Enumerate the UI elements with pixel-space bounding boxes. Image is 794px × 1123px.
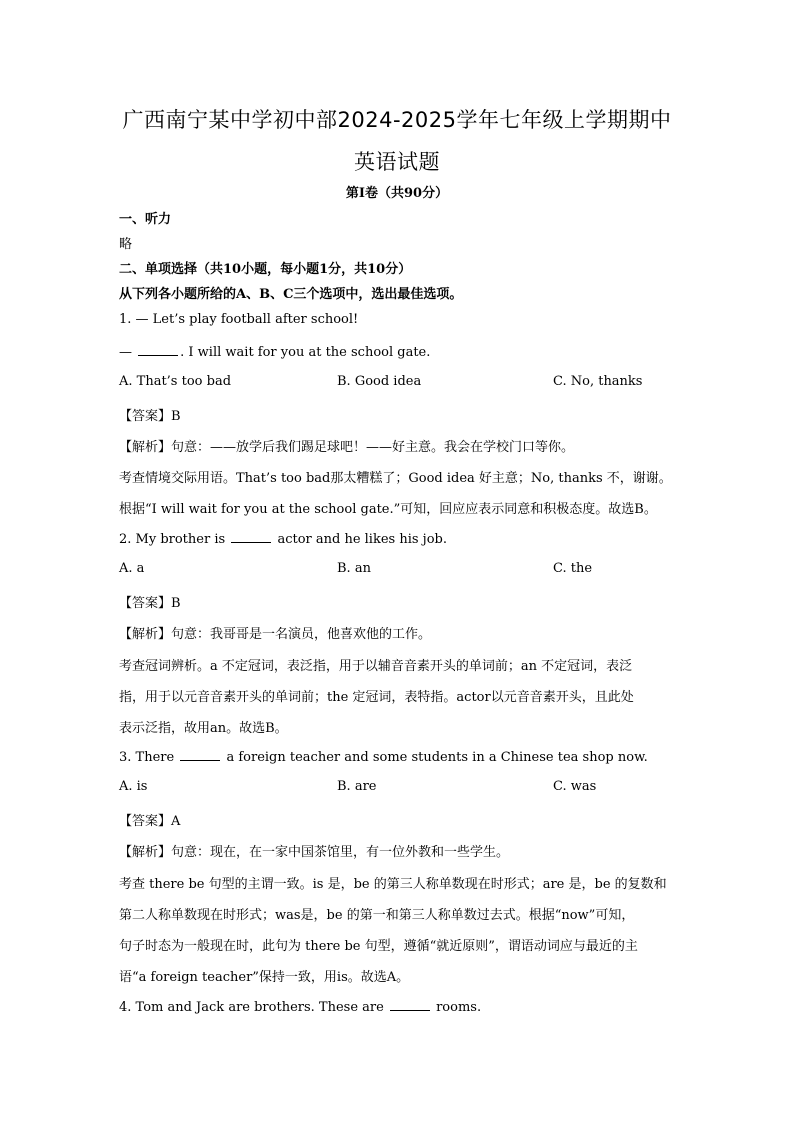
q1-stem-rest: . I will wait for you at the school gate. xyxy=(180,345,431,360)
q4-stem-rest: rooms. xyxy=(436,1000,482,1015)
q3-explanation-5: 语“a foreign teacher”保持一致，用is。故选A。 xyxy=(119,970,410,985)
q3-explanation-4: 句子时态为一般现在时，此句为 there be 句型，遵循“就近原则”，谓语动词应与最近的主 xyxy=(119,939,638,954)
section2-instruction: 从下列各小题所给的A、B、C三个选项中，选出最佳选项。 xyxy=(119,287,463,302)
q3-stem xyxy=(119,748,689,765)
q3-explanation-3: 第二人称单数现在时形式；was是，be 的第一和第三人称单数过去式。根据“now”可知， xyxy=(119,908,635,923)
q1-option-a: A. That’s too bad xyxy=(119,374,232,389)
q2-stem-rest: actor and he likes his job. xyxy=(277,532,447,547)
q2-explanation-2: 考查冠词辨析。a 不定冠词，表泛指，用于以辅音音素开头的单词前；an 不定冠词，表泛 xyxy=(119,659,633,674)
q1-blank xyxy=(138,343,178,356)
q2-blank xyxy=(231,530,271,543)
q1-answer: 【答案】B xyxy=(119,409,181,424)
doc-title-line1: 广西南宁某中学初中部2024-2025学年七年级上学期期中 xyxy=(122,108,672,132)
q1-dash: — xyxy=(119,345,132,360)
q1-explanation-2: 考查情境交际用语。That’s too bad那太糟糕了；Good idea 好主意；No, thanks 不，谢谢。 xyxy=(119,471,672,486)
q3-option-b: B. are xyxy=(337,779,377,794)
q2-explanation-1: 【解析】句意：我哥哥是一名演员，他喜欢他的工作。 xyxy=(119,627,432,642)
q2-stem-start: 2. My brother is xyxy=(119,532,226,547)
section1-heading: 一、听力 xyxy=(119,212,172,227)
q1-explanation-1: 【解析】句意：——放学后我们踢足球吧！——好主意。我会在学校门口等你。 xyxy=(119,440,575,455)
doc-title-line2: 英语试题 xyxy=(354,150,440,174)
q1-explanation-3: 根据“I will wait for you at the school gate.”可知，回应应表示同意和积极态度。故选B。 xyxy=(119,502,657,517)
q3-stem-rest: a foreign teacher and some students in a Chinese tea shop now. xyxy=(226,750,648,765)
section1-note: 略 xyxy=(119,237,133,252)
q2-explanation-4: 表示泛指，故用an。故选B。 xyxy=(119,721,288,736)
q1-option-c: C. No, thanks xyxy=(553,374,643,389)
q2-answer: 【答案】B xyxy=(119,596,181,611)
q2-option-a: A. a xyxy=(119,561,145,576)
q3-explanation-1: 【解析】句意：现在，在一家中国茶馆里，有一位外教和一些学生。 xyxy=(119,845,510,860)
q3-stem-start: 3. There xyxy=(119,750,175,765)
q3-explanation-2: 考查 there be 句型的主谓一致。is 是，be 的第三人称单数现在时形式；are 是，be 的复数和 xyxy=(119,877,667,892)
q1-stem-line2 xyxy=(119,343,689,360)
section2-heading: 二、单项选择（共10小题，每小题1分，共10分） xyxy=(119,262,412,277)
paper-part-title: 第Ⅰ卷（共90分） xyxy=(345,186,449,201)
q4-stem-start: 4. Tom and Jack are brothers. These are xyxy=(119,1000,384,1015)
q4-blank xyxy=(390,998,430,1011)
q1-option-b: B. Good idea xyxy=(337,374,422,389)
q3-option-a: A. is xyxy=(119,779,148,794)
q2-stem xyxy=(119,530,689,547)
q3-option-c: C. was xyxy=(553,779,597,794)
q1-stem-line1: 1. — Let’s play football after school! xyxy=(119,312,359,327)
q3-answer: 【答案】A xyxy=(119,814,181,829)
q4-stem xyxy=(119,998,689,1015)
q2-explanation-3: 指，用于以元音音素开头的单词前；the 定冠词，表特指。actor以元音音素开头，且此处 xyxy=(119,690,634,705)
q2-option-b: B. an xyxy=(337,561,371,576)
q3-blank xyxy=(180,748,220,761)
q2-option-c: C. the xyxy=(553,561,593,576)
